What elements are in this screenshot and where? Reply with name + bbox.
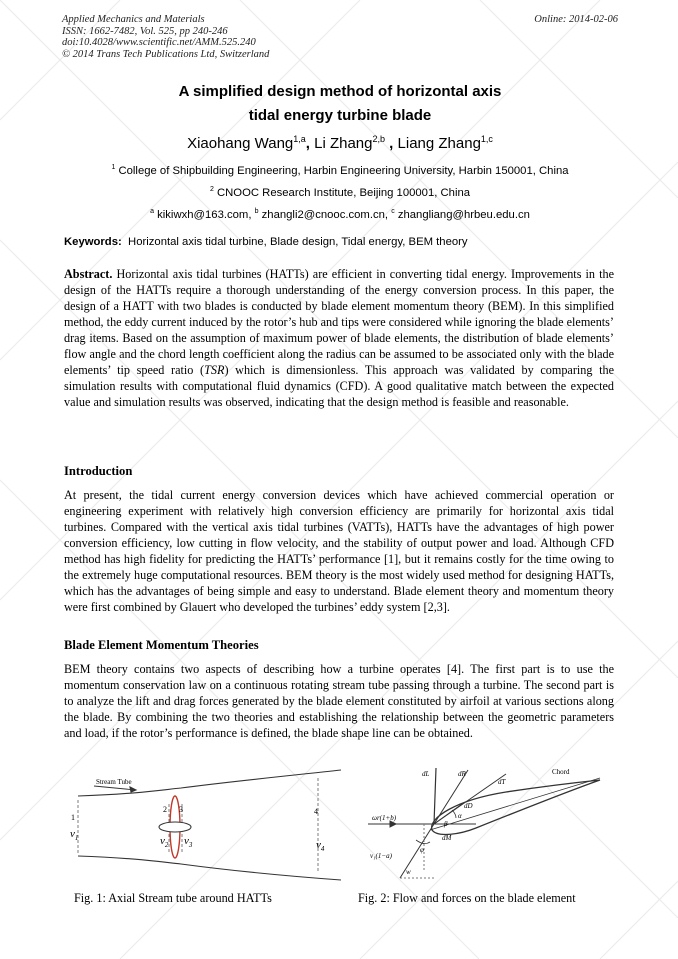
keywords [64, 236, 620, 248]
velocity-v4: $v_4$ [316, 839, 325, 853]
alpha-label: α [458, 812, 462, 820]
station-label-4: 4 [314, 807, 318, 816]
online-date: Online: 2014-02-06 [534, 14, 618, 25]
journal-name: Applied Mechanics and Materials [62, 14, 205, 25]
bem-heading: Blade Element Momentum Theories [64, 638, 259, 652]
beta-label: β [444, 820, 448, 828]
figure-2-caption: Fig. 2: Flow and forces on the blade element [358, 891, 576, 905]
chord-line [430, 778, 600, 830]
abstract [64, 266, 614, 410]
abstract-text-2: ) which is dimensionless. This approach was validated by comparing the simulation results with computational fluid dynamics (CFD). A good qualitative match between the expected value and simulation results was observed, indicating that the design method is feasible and reasonable. [64, 363, 614, 409]
introduction-heading: Introduction [64, 464, 133, 478]
author-list: Xiaohang Wang$^{1,a}$, Li Zhang$^{2,b}$ , Liang Zhang$^{1,c}$ [187, 134, 493, 152]
chord-label: Chord [552, 768, 570, 776]
relative-velocity-label: w [406, 868, 411, 876]
author-superscript: 1,a [293, 134, 306, 144]
author-superscript: 1,c [480, 134, 493, 144]
author-name: Li Zhang [314, 135, 373, 152]
stream-tube-lower-boundary [78, 856, 341, 880]
station-label-2: 2 [163, 805, 167, 814]
email-label: a [150, 208, 154, 215]
keywords-text: Horizontal axis tidal turbine, Blade design, Tidal energy, BEM theory [128, 236, 468, 248]
lift-vector [434, 768, 436, 824]
lift-label: dL [422, 770, 430, 778]
affiliation-number: 1 [111, 164, 116, 171]
author-superscript: 2,b [372, 134, 385, 144]
abstract-text-1: Horizontal axis tidal turbines (HATTs) are efficient in converting tidal energy. Improvements in the design of the HATTs require a thorough understanding of the energy conversion process. In this paper, the design of a HATT with two blades is conducted by blade element momentum theory (BEM). In this simplified method, the eddy current induced by the rotor’s hub and tips were considered while ignoring the blade elements’ drag items. Based on the assumption of maximum power of blade elements, the distribution of blade elements’ flow angle and the chord length coefficient along the radius can be assumed to be associated only with the blade elements’ tip speed ratio ( [64, 267, 614, 377]
velocity-v2: $v_2$ [160, 835, 169, 849]
axial-velocity-label: v₁(1−a) [370, 852, 392, 860]
affiliation-1 [62, 164, 618, 177]
author-name: Xiaohang Wang [187, 135, 294, 152]
resultant-label: dR [458, 770, 466, 778]
paper-title [62, 80, 618, 128]
figure-2-blade-forces [366, 760, 606, 885]
thrust-label: dT [498, 778, 506, 786]
velocity-v1: $v_1$ [70, 828, 79, 842]
stream-tube-arrowhead [130, 787, 136, 792]
email-c: zhangliang@hrbeu.edu.cn [397, 208, 530, 221]
issn-line: ISSN: 1662-7482, Vol. 525, pp 240-246 [62, 25, 228, 37]
bem-text: BEM theory contains two aspects of describing how a turbine operates [4]. The first part is to use the momentum conservation law on a continuous rotating stream tube passing through a turbine. The second part is to analyze the lift and drag forces generated by the blade element constituted by airfoil at various sections along the blade. By combining the two theories and establishing the relationship between the geometric parameters and load, if the rotor’s performance is defined, the blade shape line can be obtained. [64, 662, 614, 740]
station-label-1: 1 [71, 813, 75, 822]
copyright-line: © 2014 Trans Tech Publications Ltd, Switzerland [62, 48, 270, 60]
abstract-tsr: TSR [204, 363, 225, 377]
email-label: b [254, 208, 259, 215]
affiliation-number: 2 [209, 186, 214, 193]
drag-label: dD [464, 802, 473, 810]
affiliation-2 [62, 186, 618, 199]
moment-label: dM [442, 834, 452, 842]
email-label: c [391, 208, 395, 215]
author-emails [62, 208, 618, 221]
keywords-label: Keywords: [64, 236, 122, 248]
affiliation-text: College of Shipbuilding Engineering, Harbin Engineering University, Harbin 150001, China [118, 164, 569, 177]
omega-r-label: ωr(1+b) [372, 814, 397, 822]
stream-tube-label: Stream Tube [96, 778, 132, 786]
email-b: zhangli2@cnooc.com.cn, [261, 208, 389, 221]
doi-line: doi:10.4028/www.scientific.net/AMM.525.240 [62, 37, 256, 48]
figure-1-stream-tube [66, 768, 346, 883]
alpha-arc [452, 810, 456, 818]
rotor-hub [159, 822, 191, 832]
email-a: kikiwxh@163.com, [157, 208, 252, 221]
affiliation-text: CNOOC Research Institute, Beijing 100001, China [216, 186, 471, 199]
title-line-2: tidal energy turbine blade [248, 107, 432, 124]
author-name: Liang Zhang [397, 135, 481, 152]
title-line-1: A simplified design method of horizontal axis [178, 83, 502, 100]
abstract-label: Abstract. [64, 267, 113, 281]
velocity-v3: $v_3$ [184, 835, 193, 849]
station-label-3: 3 [179, 805, 183, 814]
phi-label: φ [420, 846, 424, 854]
figure-1-caption: Fig. 1: Axial Stream tube around HATTs [74, 891, 272, 905]
resultant-vector [434, 770, 468, 824]
introduction-text: At present, the tidal current energy conversion devices which have achieved commercial operation or engineering experiment with relatively high conversion efficiency are primarily for horizontal axis tidal turbines. Compared with the vertical axis tidal turbines (VATTs), HATTs have the advantages of high power conversion efficiency, low cutting in flow velocity, and the stability of output power and load. Although CFD method has high fidelity for predicting the HATTs’ performance [1], but it remains costly for the time owing to the extremely huge computational resources. BEM theory is the most widely used method for designing HATTs, which has the advantages of being simple and easy to understand. Blade element theory and momentum theory were first combined by Glauert who developed the turbines’ eddy system [2,3]. [64, 488, 614, 614]
journal-header [62, 14, 618, 60]
